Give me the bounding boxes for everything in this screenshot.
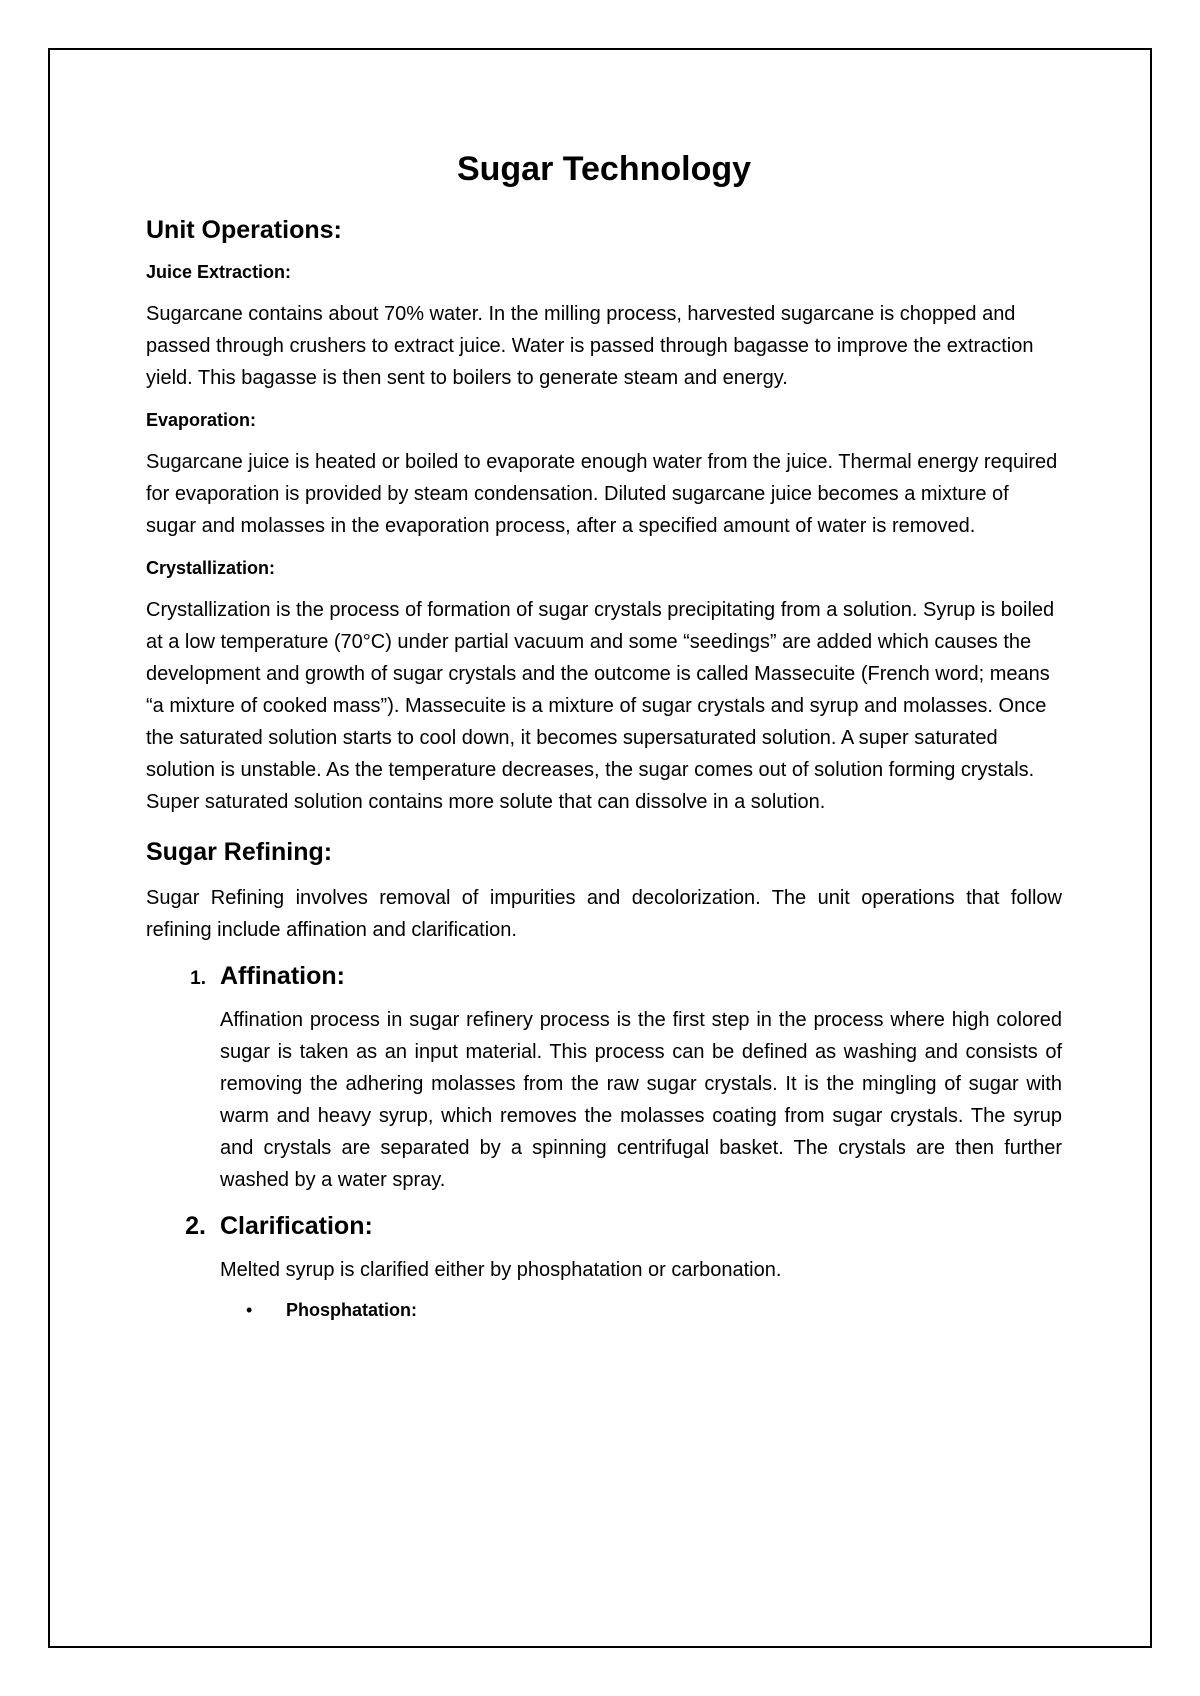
clarification-number: 2. bbox=[185, 1212, 206, 1240]
bullet-icon: • bbox=[246, 1300, 253, 1320]
juice-extraction-heading: Juice Extraction: bbox=[146, 262, 292, 282]
unit-operations-heading: Unit Operations: bbox=[146, 216, 342, 244]
clarification-heading: Clarification: bbox=[220, 1212, 373, 1240]
clarification-paragraph: Melted syrup is clarified either by phosphatation or carbonation. bbox=[220, 1259, 782, 1281]
sugar-refining-paragraph: Sugar Refining involves removal of impurities and decolorization. The unit operations that follow refining include affination and clarification. bbox=[146, 887, 1062, 941]
document-content bbox=[146, 148, 1062, 1321]
crystallization-paragraph: Crystallization is the process of formation of sugar crystals precipitating from a solution. Syrup is boiled at a low temperature (70°C) under partial vacuum and some “seedings” are added which causes the development and growth of sugar crystals and the outcome is called Massecuite (French word; means “a mixture of cooked mass”). Massecuite is a mixture of sugar crystals and syrup and molasses. Once the saturated solution starts to cool down, it becomes supersaturated solution. A super saturated solution is unstable. As the temperature decreases, the sugar comes out of solution forming crystals. Super saturated solution contains more solute that can dissolve in a solution. bbox=[146, 599, 1055, 813]
affination-number: 1. bbox=[190, 968, 206, 989]
page-title: Sugar Technology bbox=[456, 150, 752, 188]
juice-extraction-paragraph: Sugarcane contains about 70% water. In the milling process, harvested sugarcane is chopped and passed through crushers to extract juice. Water is passed through bagasse to improve the extraction yield. This bagasse is then sent to boilers to generate steam and energy. bbox=[146, 303, 1034, 389]
list-item bbox=[246, 1300, 1062, 1321]
crystallization-heading: Crystallization: bbox=[146, 558, 276, 578]
affination-paragraph: Affination process in sugar refinery process is the first step in the process where high colored sugar is taken as an input material. This process can be defined as washing and consists of removing the adhering molasses from the raw sugar crystals. It is the mingling of sugar with warm and heavy syrup, which removes the molasses coating from sugar crystals. The syrup and crystals are separated by a spinning centrifugal basket. The crystals are then further washed by a water spray. bbox=[220, 1009, 1062, 1191]
phosphatation-item: Phosphatation: bbox=[286, 1300, 417, 1320]
affination-heading-row bbox=[146, 960, 1062, 992]
sugar-refining-heading: Sugar Refining: bbox=[146, 838, 333, 866]
clarification-heading-row bbox=[146, 1210, 1062, 1242]
affination-heading: Affination: bbox=[220, 962, 345, 990]
evaporation-heading: Evaporation: bbox=[146, 410, 257, 430]
evaporation-paragraph: Sugarcane juice is heated or boiled to evaporate enough water from the juice. Thermal energy required for evaporation is provided by steam condensation. Diluted sugarcane juice becomes a mixture of sugar and molasses in the evaporation process, after a specified amount of water is removed. bbox=[146, 451, 1058, 537]
